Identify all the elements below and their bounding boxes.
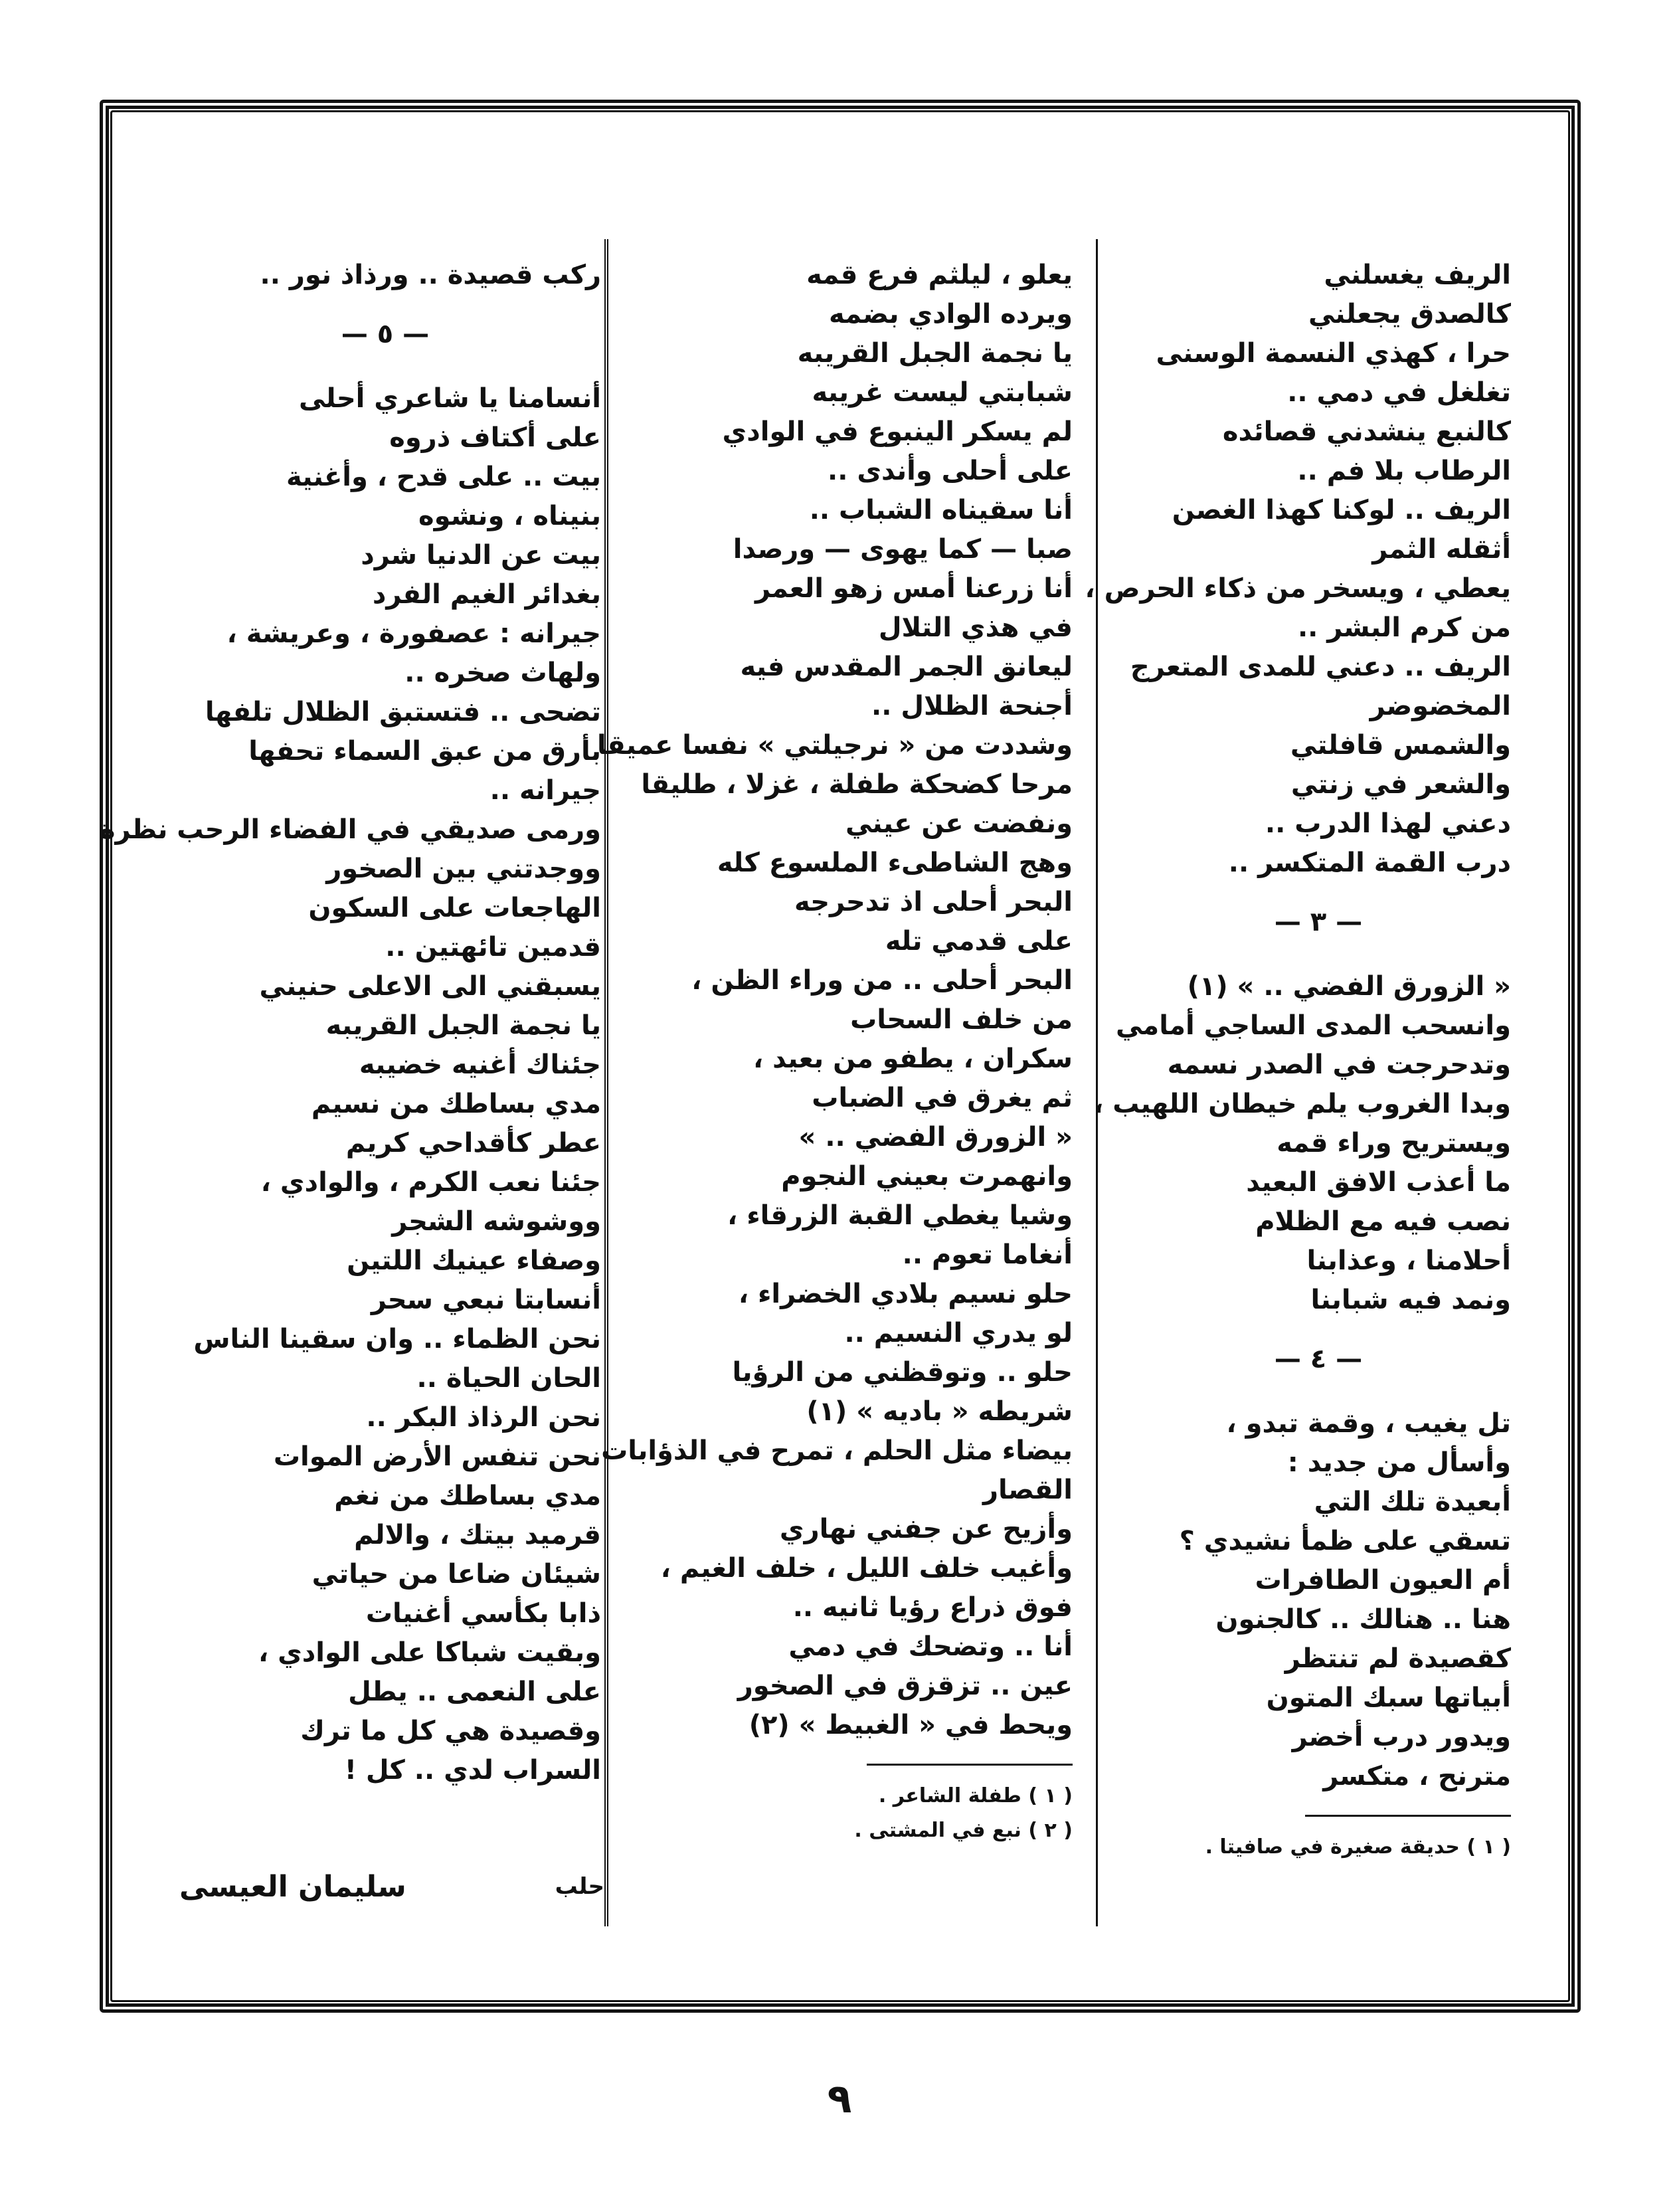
poem-line: صبا — كما يهوى — ورصدا [733,534,1073,565]
poem-line: وبدا الغروب يلم خيطان اللهيب ، [1093,1089,1511,1119]
column-divider-left [604,239,608,1926]
stanza-5-lines [99,379,601,1790]
poem-line: على أكتاف ذروه [389,422,601,453]
poem-line: ويحط في « الغبيط » (٢) [749,1710,1073,1740]
poem-line: وأزيح عن جفني نهاري [779,1514,1073,1544]
poem-line: نحن الرذاذ البكر .. [366,1402,601,1433]
poem-line: أجنحة الظلال .. [871,691,1073,721]
poem-line: جيرانه : عصفورة ، وعريشة ، [226,618,601,649]
poem-line: وتدحرجت في الصدر نسمه [1167,1050,1511,1080]
poem-line: أنسامنا يا شاعري أحلى [299,383,601,414]
poem-line: الريف .. دعني للمدى المتعرج [1130,652,1511,682]
poem-line: ووجدتني بين الصخور [326,854,601,884]
poem-line: وأسأل من جديد : [1287,1447,1511,1478]
poem-line: تسقي على ظمأ نشيدي ؟ [1179,1526,1511,1556]
poem-line: يا نجمة الجبل القريبه [325,1010,601,1041]
poem-column-right [1085,256,1511,1865]
poem-line: وأغيب خلف الليل ، خلف الغيم ، [660,1553,1073,1584]
poem-line: أنا .. وتضحك في دمي [788,1631,1073,1662]
poem-line: الحان الحياة .. [416,1363,601,1394]
poem-line: هنا .. هنالك .. كالجنون [1215,1604,1511,1635]
poem-line: كالصدق يجعلني [1308,299,1511,329]
footnote-rule [867,1764,1073,1766]
poem-line: ويدور درب أخضر [1292,1722,1511,1752]
poem-line: البحر أحلى اذ تدحرجه [794,887,1073,917]
poem-line: « الزورق الفضي .. » [798,1122,1073,1152]
poem-line: بيت عن الدنيا شرد [361,540,601,571]
poem-line: دعني لهذا الدرب .. [1265,808,1511,839]
poem-line: على النعمى .. يطل [348,1677,601,1707]
poem-line: يا نجمة الجبل القريبه [797,338,1073,369]
poem-line: حلو .. وتوقظني من الرؤيا [732,1357,1073,1388]
poem-line: كقصيدة لم تنتظر [1284,1643,1511,1674]
poem-line: نصب فيه مع الظلام [1255,1206,1511,1237]
poem-line: بغدائر الغيم الفرد [372,579,601,610]
poem-line: يسبقني الى الاعلى حنيني [259,971,601,1002]
poem-line: ركب قصيدة .. ورذاذ نور .. [260,260,601,290]
poem-line: وشيا يغطي القبة الزرقاء ، [727,1200,1073,1231]
poem-line: والشعر في زنتي [1290,769,1511,800]
poem-line: الريف يغسلني [1324,260,1511,290]
stanza-lines [596,256,1073,1745]
poem-line: ورمى صديقي في الفضاء الرحب نظرة [99,814,601,845]
poem-line: ويرده الوادي بضمه [829,299,1073,329]
poem-line: فوق ذراع رؤيا ثانيه .. [792,1592,1073,1623]
footnote: ( ٢ ) نبع في المشتى . [854,1819,1073,1842]
poem-line: بأرق من عبق السماء تحفها [248,736,601,767]
footnotes [621,1779,1073,1848]
poem-line: ذابا بكأسي أغنيات [365,1598,601,1629]
poem-line: ثم يغرق في الضباب [812,1083,1073,1113]
poem-line: الرطاب بلا فم .. [1297,456,1511,486]
poem-line: ولهاث صخره .. [404,658,601,688]
poem-line: لم يسكر الينبوع في الوادي [722,416,1073,447]
poem-line: الريف .. لوكنا كهذا الغصن [1172,495,1511,525]
poem-line: المخضوضر [1370,691,1511,721]
signature-name: سليمان العيسى [179,1869,406,1904]
poem-line: مرحا كضحكة طفلة ، غزلا ، طليقا [641,769,1073,800]
stanza-4-end-lines [169,256,601,295]
poem-line: تل يغيب ، وقمة تبدو ، [1226,1408,1511,1439]
section-number-5: — ٥ — [341,319,430,349]
poem-line: قدمين تائهتين .. [385,932,601,963]
poem-line: ما أعذب الافق البعيد [1246,1167,1511,1198]
poem-line: سكران ، يطفو من بعيد ، [753,1044,1073,1074]
poem-column-middle [596,256,1073,1848]
poem-line: شريطه « باديه » (١) [806,1396,1073,1427]
poem-line: درب القمة المتكسر .. [1228,848,1511,878]
poem-line: ونفضت عن عيني [845,808,1073,839]
author-signature [179,1867,604,1906]
poem-line: يعلو ، ليلثم فرع قمه [806,260,1073,290]
poem-line: كالنبع ينشدني قصائده [1222,416,1511,447]
poem-line: من خلف السحاب [850,1004,1073,1035]
poem-line: بنيناه ، ونشوه [418,501,601,531]
poem-line: وانسحب المدى الساجي أمامي [1115,1010,1511,1041]
poem-line: أنا سقيناه الشباب .. [809,495,1073,525]
poem-line: شبابتي ليست غريبه [812,377,1073,408]
stanza-4-lines [1126,1404,1511,1796]
poem-line: وانهمرت بعيني النجوم [781,1161,1073,1192]
poem-line: مدي بساطك من نغم [334,1481,601,1511]
poem-line: الهاجعات على السكون [308,893,601,923]
poem-line: ووشوشه الشجر [392,1206,601,1237]
poem-line: حرا ، كهذي النسمة الوسنى [1156,338,1511,369]
poem-line: قرميد بيتك ، والالم [354,1520,601,1550]
poem-line: أثقله الثمر [1372,534,1511,565]
poem-line: على قدمي تله [885,926,1073,957]
poem-line: بيضاء مثل الحلم ، تمرح في الذؤابات [601,1435,1073,1466]
poem-line: وبقيت شباكا على الوادي ، [258,1637,601,1668]
poem-line: حلو نسيم بلادي الخضراء ، [738,1279,1073,1309]
stanza-3-lines [1093,967,1511,1320]
poem-line: بيت .. على قدح ، وأغنية [286,462,601,492]
poem-line: أنسابتا نبعي سحر [371,1285,601,1315]
poem-line: نحن الظماء .. وان سقينا الناس [193,1324,601,1354]
poem-line: أم العيون الطافرات [1255,1565,1511,1596]
poem-line: أنا زرعنا أمس زهو العمر [754,573,1073,604]
poem-line: على أحلى وأندى .. [828,456,1073,486]
poem-line: عين .. تزقزق في الصخور [737,1671,1073,1701]
poem-line: نحن تنفس الأرض الموات [273,1441,601,1472]
column-divider-right [1096,239,1098,1926]
poem-line: ويستريح وراء قمه [1277,1128,1511,1158]
poem-line: ونمد فيه شبابنا [1310,1285,1511,1315]
poem-line: أبياتها سبك المتون [1266,1683,1511,1713]
footnotes [1126,1830,1511,1865]
poem-line: السراب لدي .. كل ! [344,1755,601,1786]
poem-line: جئنا نعب الكرم ، والوادي ، [260,1167,601,1198]
poem-line: شيئان ضاعا من حياتي [311,1559,601,1590]
poem-line: البحر أحلى .. من وراء الظن ، [691,965,1073,996]
poem-line: وقصيدة هي كل ما ترك [300,1716,601,1746]
poem-line: في هذي التلال [878,612,1073,643]
poem-line: تغلغل في دمي .. [1287,377,1511,408]
poem-line: تضحى .. فتستبق الظلال تلفها [205,697,601,727]
footnote-rule [1305,1815,1511,1817]
poem-line: لو يدري النسيم .. [844,1318,1073,1348]
poem-line: « الزورق الفضي .. » (١) [1187,971,1511,1002]
section-number-3: — ٣ — [1274,907,1363,937]
stanza-2-lines [1085,256,1511,883]
footnote: ( ١ ) حديقة صغيرة في صافيتا . [1205,1835,1511,1859]
poem-line: القصار [983,1475,1073,1505]
section-number-4: — ٤ — [1274,1344,1363,1374]
footnote: ( ١ ) طفلة الشاعر . [878,1784,1073,1807]
poem-line: مدي بساطك من نسيم [311,1089,601,1119]
poem-line: أبعيدة تلك التي [1314,1487,1511,1517]
poem-line: وشددت من « نرجيلتي » نفسا عميقا [596,730,1073,761]
signature-place: حلب [555,1873,604,1900]
poem-line: يعطي ، ويسخر من ذكاء الحرص ، [1085,573,1511,604]
poem-line: أحلامنا ، وعذابنا [1306,1245,1511,1276]
poem-line: جئناك أغنيه خضيبه [359,1050,601,1080]
poem-line: أنغاما تعوم .. [902,1240,1073,1270]
poem-line: مترنح ، متكسر [1323,1761,1511,1792]
poem-line: من كرم البشر .. [1297,612,1511,643]
page-number: ٩ [827,2076,852,2122]
poem-line: وصفاء عينيك اللتين [347,1245,601,1276]
poem-line: عطر كأقداحي كريم [345,1128,601,1158]
poem-line: جيرانه .. [489,775,601,806]
poem-column-left [99,256,601,1790]
poem-line: ليعانق الجمر المقدس فيه [740,652,1073,682]
poem-line: والشمس قافلتي [1290,730,1511,761]
poem-line: وهج الشاطىء الملسوع كله [717,848,1073,878]
